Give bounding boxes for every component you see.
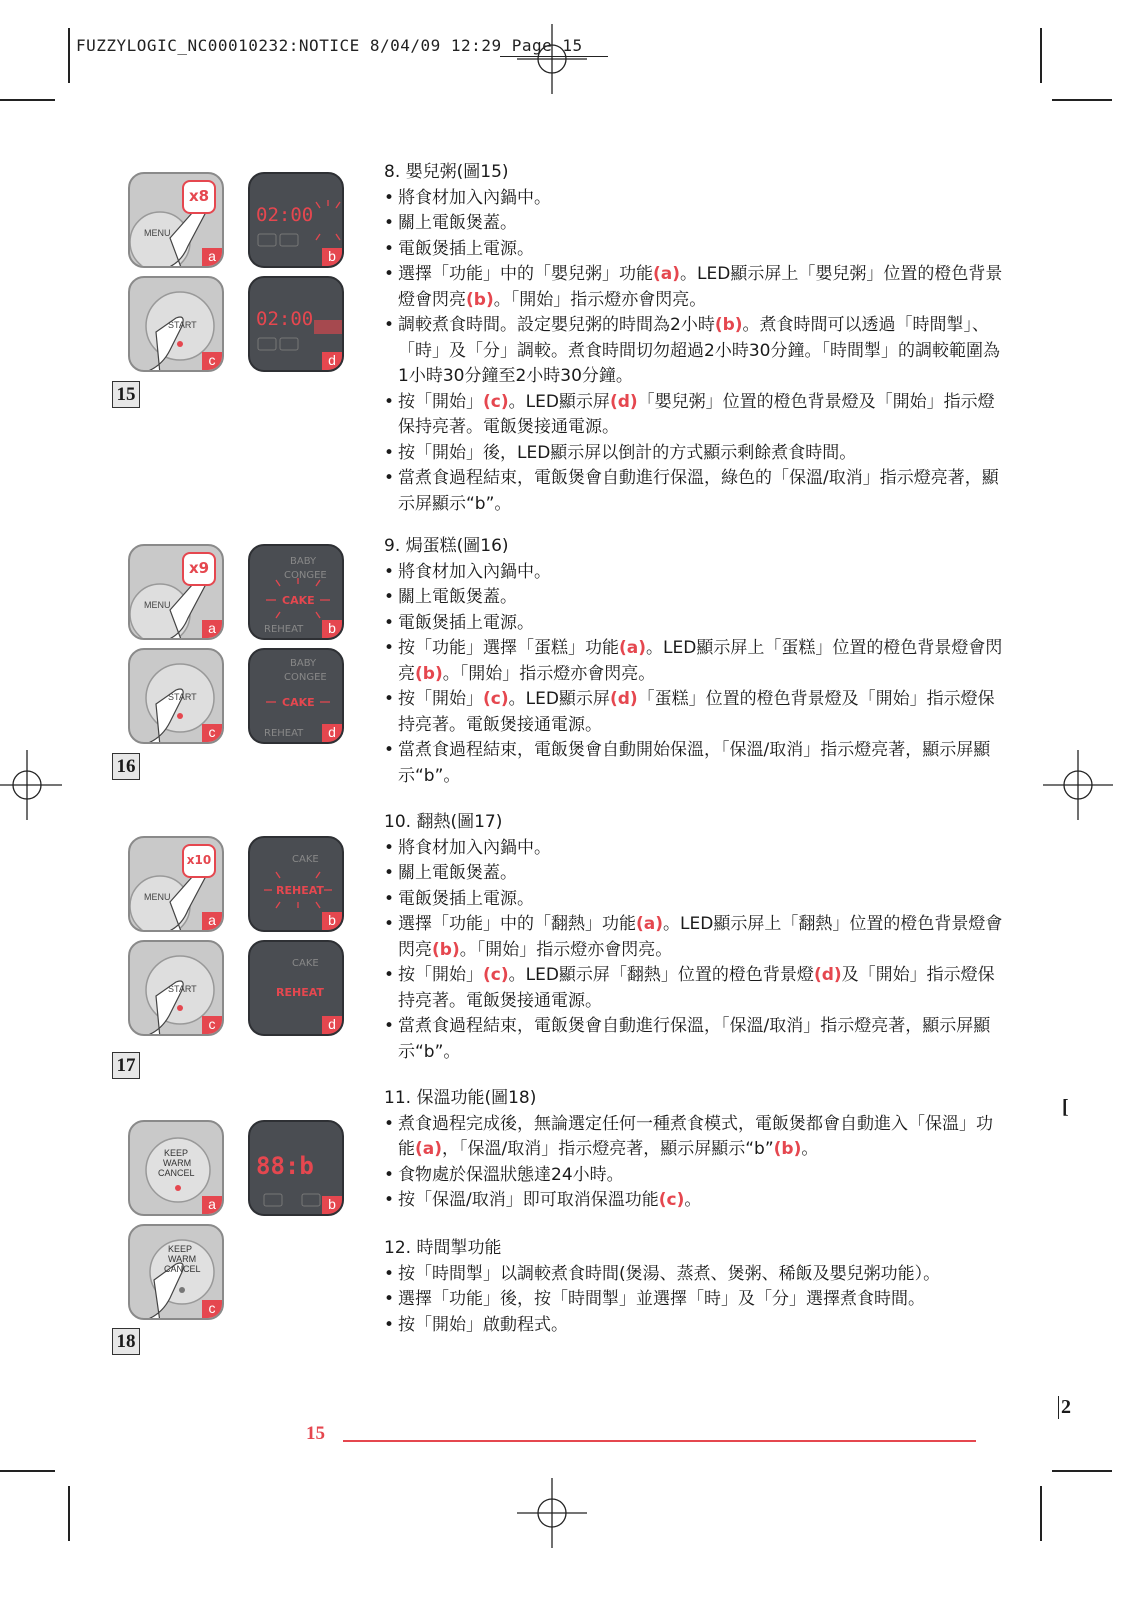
instruction-item: • 按「開始」(c)。LED顯示屏(d)「蛋糕」位置的橙色背景燈及「開始」指示燈保持亮著。電飯煲接通電源。 bbox=[384, 687, 1004, 738]
side-page-mark: 2 bbox=[1058, 1396, 1071, 1419]
figure-label-d: d bbox=[322, 352, 342, 370]
display-line-active: REHEAT bbox=[276, 884, 324, 897]
figure-17-menu-tile bbox=[128, 836, 224, 932]
figure-number: 16 bbox=[112, 753, 140, 780]
figure-15-start-tile bbox=[128, 276, 224, 372]
crop-mark bbox=[1040, 1486, 1042, 1541]
repeat-count-badge bbox=[182, 552, 216, 586]
led-time-display: 88:b bbox=[256, 1152, 314, 1180]
registration-mark bbox=[517, 1478, 587, 1548]
registration-mark bbox=[517, 24, 587, 94]
figure-number: 15 bbox=[112, 381, 140, 408]
printer-slug: FUZZYLOGIC_NC00010232:NOTICE 8/04/09 12:29 Page 15 bbox=[76, 36, 583, 55]
footer-rule bbox=[343, 1440, 976, 1442]
figure-16-start-tile bbox=[128, 648, 224, 744]
display-line: REHEAT bbox=[264, 624, 304, 635]
crop-mark bbox=[1052, 99, 1112, 101]
display-line: CONGEE bbox=[284, 672, 327, 683]
section-title: 8. 嬰兒粥(圖15) bbox=[384, 162, 509, 182]
instruction-item: • 選擇「功能」中的「嬰兒粥」功能(a)。LED顯示屏上「嬰兒粥」位置的橙色背景燈會閃亮(b)。「開始」指示燈亦會閃亮。 bbox=[384, 262, 1004, 313]
start-button-label: START bbox=[168, 692, 197, 702]
figure-label-c: c bbox=[202, 1300, 222, 1318]
figure-15-menu-tile bbox=[128, 172, 224, 268]
instruction-item: • 按「開始」後，LED顯示屏以倒計的方式顯示剩餘煮食時間。 bbox=[384, 441, 1004, 467]
repeat-count-badge bbox=[182, 180, 216, 214]
instruction-item: • 電飯煲插上電源。 bbox=[384, 237, 1004, 263]
instruction-item: • 按「時間掣」以調較煮食時間(煲湯、蒸煮、煲粥、稀飯及嬰兒粥功能）。 bbox=[384, 1262, 1004, 1288]
instruction-item: • 食物處於保溫狀態達24小時。 bbox=[384, 1163, 1004, 1189]
repeat-count: x9 bbox=[188, 559, 210, 577]
instruction-item: • 選擇「功能」後，按「時間掣」並選擇「時」及「分」選擇煮食時間。 bbox=[384, 1287, 1004, 1313]
figure-16-menu-tile bbox=[128, 544, 224, 640]
crop-mark bbox=[0, 1470, 55, 1472]
section-title: 11. 保溫功能(圖18) bbox=[384, 1088, 537, 1108]
figure-label-a: a bbox=[202, 620, 222, 638]
figure-16-display-tile bbox=[248, 648, 344, 744]
display-line-active: REHEAT bbox=[276, 986, 324, 999]
section-timer bbox=[384, 1236, 1004, 1338]
instruction-item: • 關上電飯煲蓋。 bbox=[384, 861, 1004, 887]
section-title: 10. 翻熱(圖17) bbox=[384, 812, 503, 832]
display-line: BABY bbox=[290, 556, 317, 567]
figure-17-display-tile bbox=[248, 836, 344, 932]
registration-mark bbox=[1043, 750, 1113, 820]
instruction-item: • 電飯煲插上電源。 bbox=[384, 611, 1004, 637]
figure-label-c: c bbox=[202, 352, 222, 370]
keep-label: KEEP bbox=[168, 1244, 193, 1254]
instruction-item: • 將食材加入內鍋中。 bbox=[384, 836, 1004, 862]
instruction-item: • 按「功能」選擇「蛋糕」功能(a)。LED顯示屏上「蛋糕」位置的橙色背景燈會閃亮(b)。「開始」指示燈亦會閃亮。 bbox=[384, 636, 1004, 687]
instruction-item: • 電飯煲插上電源。 bbox=[384, 887, 1004, 913]
display-line: BABY bbox=[290, 658, 317, 669]
instruction-item: • 將食材加入內鍋中。 bbox=[384, 560, 1004, 586]
crop-mark bbox=[1040, 28, 1042, 83]
keep-label: KEEP bbox=[164, 1148, 189, 1158]
figure-label-b: b bbox=[322, 912, 342, 930]
display-line-active: CAKE bbox=[282, 594, 315, 607]
figure-15-display-tile bbox=[248, 276, 344, 372]
figure-17-start-tile bbox=[128, 940, 224, 1036]
instruction-list bbox=[384, 1262, 1004, 1339]
instruction-list bbox=[384, 186, 1004, 518]
warm-label: WARM bbox=[168, 1254, 197, 1264]
display-line: CAKE bbox=[292, 854, 319, 865]
repeat-count: x10 bbox=[186, 853, 212, 867]
display-line-active: CAKE bbox=[282, 696, 315, 709]
figure-label-b: b bbox=[322, 620, 342, 638]
start-button-label: START bbox=[168, 320, 197, 330]
display-line: CONGEE bbox=[284, 570, 327, 581]
figure-16-display-tile bbox=[248, 544, 344, 640]
figure-15-display-tile bbox=[248, 172, 344, 268]
section-baby-congee bbox=[384, 160, 1004, 517]
section-keep-warm bbox=[384, 1086, 1004, 1214]
figure-label-b: b bbox=[322, 1196, 342, 1214]
instruction-item: • 按「開始」啟動程式。 bbox=[384, 1313, 1004, 1339]
instruction-item: • 按「開始」(c)。LED顯示屏「翻熱」位置的橙色背景燈(d)及「開始」指示燈保持亮著。電飯煲接通電源。 bbox=[384, 963, 1004, 1014]
page-number: 15 bbox=[306, 1423, 325, 1444]
figure-number: 17 bbox=[112, 1052, 140, 1079]
menu-button-label: MENU bbox=[144, 228, 171, 238]
instruction-item: • 關上電飯煲蓋。 bbox=[384, 211, 1004, 237]
repeat-count-badge bbox=[182, 844, 216, 878]
figure-18-keepwarm-press-tile bbox=[128, 1224, 224, 1320]
figure-17-display-tile bbox=[248, 940, 344, 1036]
figure-18-keepwarm-tile bbox=[128, 1120, 224, 1216]
crop-mark bbox=[0, 99, 55, 101]
figure-label-d: d bbox=[322, 1016, 342, 1034]
figure-label-a: a bbox=[202, 1196, 222, 1214]
start-button-label: START bbox=[168, 984, 197, 994]
section-reheat bbox=[384, 810, 1004, 1065]
instruction-item: • 關上電飯煲蓋。 bbox=[384, 585, 1004, 611]
menu-button-label: MENU bbox=[144, 600, 171, 610]
led-time-display: 02:00 bbox=[256, 204, 314, 226]
figure-label-a: a bbox=[202, 912, 222, 930]
crop-mark bbox=[68, 28, 70, 83]
instruction-item: • 按「保溫/取消」即可取消保溫功能(c)。 bbox=[384, 1188, 1004, 1214]
instruction-item: • 按「開始」(c)。LED顯示屏(d)「嬰兒粥」位置的橙色背景燈及「開始」指示燈保持亮著。電飯煲接通電源。 bbox=[384, 390, 1004, 441]
figure-label-c: c bbox=[202, 1016, 222, 1034]
menu-button-label: MENU bbox=[144, 892, 171, 902]
registration-mark bbox=[0, 750, 62, 820]
instruction-item: • 調較煮食時間。設定嬰兒粥的時間為2小時(b)。煮食時間可以透過「時間掣」、「時」及「分」調較。煮食時間切勿超過2小時30分鐘。「時間掣」的調較範圍為1小時30分鐘至2小時30分鐘。 bbox=[384, 313, 1004, 390]
section-title: 12. 時間掣功能 bbox=[384, 1238, 502, 1258]
figure-label-b: b bbox=[322, 248, 342, 266]
cancel-label: CANCEL bbox=[158, 1168, 195, 1178]
instruction-list bbox=[384, 560, 1004, 790]
instruction-item: • 煮食過程完成後，無論選定任何一種煮食模式，電飯煲都會自動進入「保溫」功能(a)，「保溫/取消」指示燈亮著，顯示屏顯示“b”(b)。 bbox=[384, 1112, 1004, 1163]
display-line: REHEAT bbox=[264, 728, 304, 739]
section-title: 9. 焗蛋糕(圖16) bbox=[384, 536, 509, 556]
section-cake bbox=[384, 534, 1004, 789]
figure-number: 18 bbox=[112, 1328, 140, 1355]
instruction-item: • 將食材加入內鍋中。 bbox=[384, 186, 1004, 212]
led-time-display: 02:00 bbox=[256, 308, 314, 330]
display-line: CAKE bbox=[292, 958, 319, 969]
figure-label-d: d bbox=[322, 724, 342, 742]
crop-mark bbox=[1052, 1470, 1112, 1472]
instruction-item: • 當煮食過程結束，電飯煲會自動進行保溫，「保溫/取消」指示燈亮著，顯示屏顯示“b”。 bbox=[384, 1014, 1004, 1065]
instruction-item: • 選擇「功能」中的「翻熱」功能(a)。LED顯示屏上「翻熱」位置的橙色背景燈會閃亮(b)。「開始」指示燈亦會閃亮。 bbox=[384, 912, 1004, 963]
instruction-item: • 當煮食過程結束，電飯煲會自動進行保溫，綠色的「保溫/取消」指示燈亮著，顯示屏顯示“b”。 bbox=[384, 466, 1004, 517]
crop-mark bbox=[68, 1486, 70, 1541]
figure-18-display-tile bbox=[248, 1120, 344, 1216]
warm-label: WARM bbox=[163, 1158, 192, 1168]
instruction-item: • 當煮食過程結束，電飯煲會自動開始保溫，「保溫/取消」指示燈亮著，顯示屏顯示“b”。 bbox=[384, 738, 1004, 789]
figure-label-a: a bbox=[202, 248, 222, 266]
figure-label-c: c bbox=[202, 724, 222, 742]
repeat-count: x8 bbox=[188, 187, 210, 205]
side-bracket-mark: [ bbox=[1062, 1096, 1069, 1118]
instruction-list bbox=[384, 1112, 1004, 1214]
instruction-list bbox=[384, 836, 1004, 1066]
cancel-label: CANCEL bbox=[164, 1264, 201, 1274]
